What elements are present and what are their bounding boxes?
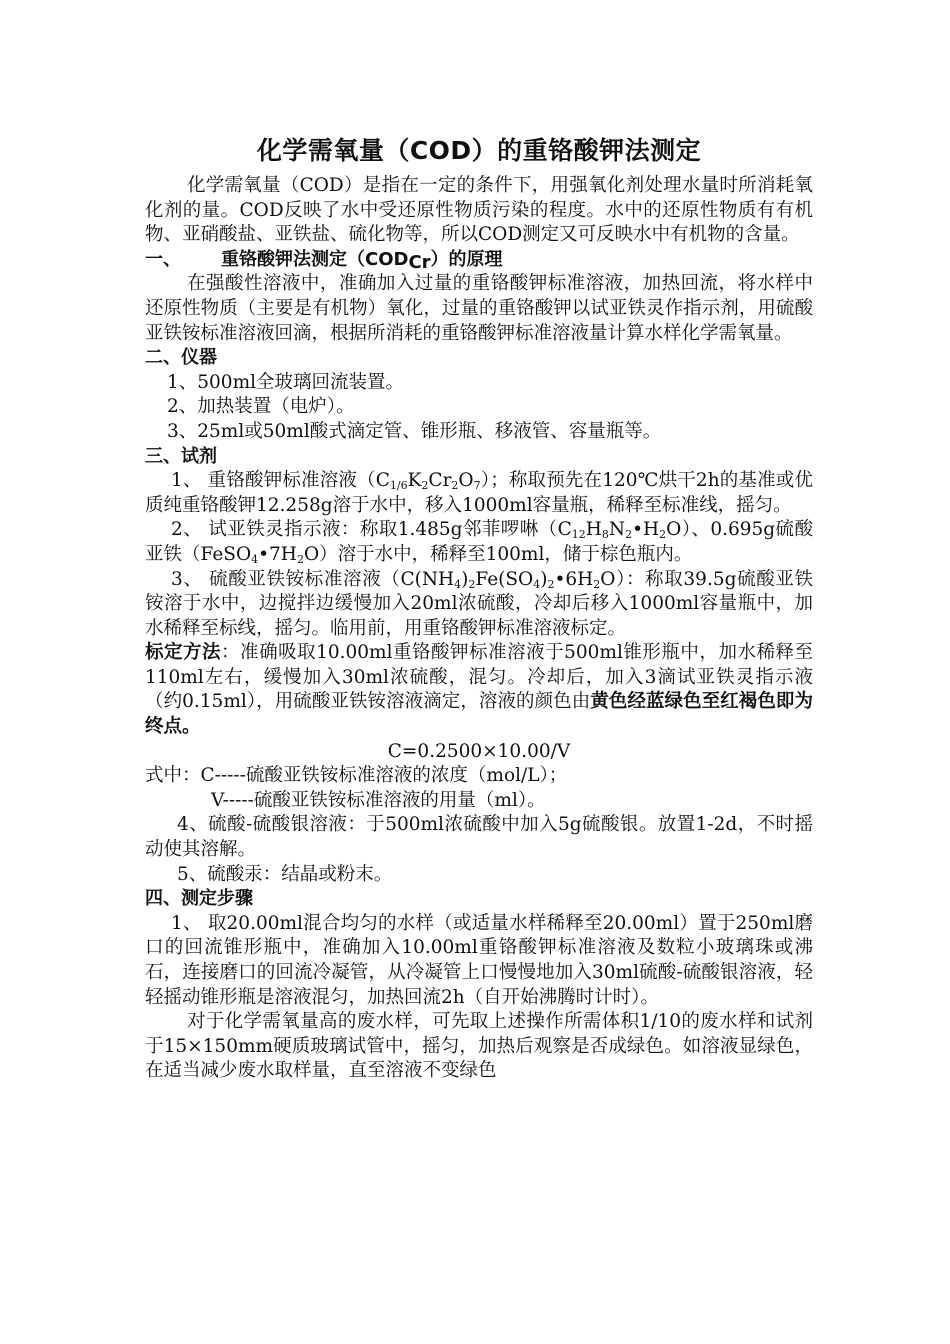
- reagent-1: 1、 重铬酸钾标准溶液$(C_{1/6}K_2Cr_2O_7)$；称取预先在120℃烘干2h的基准或优质纯重铬酸钾12.258g溶于水中，移入1000ml容量瓶，稀释至标准线，摇匀。: [145, 470, 813, 516]
- document-body: [145, 134, 813, 1084]
- section-4-heading: 四、测定步骤: [145, 888, 253, 910]
- section-2-heading: 二、仪器: [145, 347, 217, 369]
- section-1-heading: 一、 重铬酸钾法测定$(COD_{Cr})$的原理: [145, 248, 503, 273]
- instrument-item-1: 1、500ml全玻璃回流装置。: [167, 371, 405, 393]
- calibration-method: 标定方法：准确吸取10.00ml重铬酸钾标准溶液于500ml锥形瓶中，加水稀释至110ml左右，缓慢加入30ml浓硫酸，混匀。冷却后，加入3滴试亚铁灵指示液（约0.15ml），用硫酸亚铁铵溶液滴定，溶液的颜色由黄色经蓝绿色至红褐色即为终点。: [145, 642, 813, 738]
- formula: C=0.2500×10.00/V: [387, 740, 571, 762]
- reagent-2: 2、 试亚铁灵指示液：称取1.485g邻菲啰啉$(C_{12}H_8N_2•H_2O)$、0.695g硫酸亚铁$(FeSO_4•7H_2O)$溶于水中，稀释至100ml，储于棕色瓶内。: [145, 519, 813, 566]
- section-3-heading: 三、试剂: [145, 445, 217, 467]
- document-title: 化学需氧量（COD）的重铬酸钾法测定: [256, 136, 702, 165]
- instrument-item-2: 2、加热装置（电炉）。: [167, 396, 355, 418]
- formula-where-2: V-----硫酸亚铁铵标准溶液的用量（ml）。: [211, 789, 546, 811]
- procedure-step-1: 1、 取20.00ml混合均匀的水样（或适量水样稀释至20.00ml）置于250ml磨口的回流锥形瓶中，准确加入10.00ml重铬酸钾标准溶液及数粒小玻璃珠或沸石，连接磨口的回流冷凝管，从冷凝管上口慢慢地加入30ml硫酸-硫酸银溶液，轻轻摇动锥形瓶是溶液混匀，加热回流2h（自开始沸腾时计时）。: [145, 912, 813, 1008]
- intro-paragraph: 化学需氧量（COD）是指在一定的条件下，用强氧化剂处理水量时所消耗氧化剂的量。COD反映了水中受还原性物质污染的程度。水中的还原性物质有有机物、亚硝酸盐、亚铁盐、硫化物等，所以COD测定又可反映水中有机物的含量。: [145, 175, 813, 246]
- reagent-3: 3、 硫酸亚铁铵标准溶液$(C(NH_4)_2Fe(SO_4)_2•6H_2O)$：称取39.5g硫酸亚铁铵溶于水中，边搅拌边缓慢加入20ml浓硫酸，冷却后移入1000ml容量瓶中，加水稀释至标线，摇匀。临用前，用重铬酸钾标准溶液标定。: [145, 568, 813, 639]
- endpoint-note: 黄色经蓝绿色至红褐色即为终点。: [145, 691, 813, 738]
- instrument-item-3: 3、25ml或50ml酸式滴定管、锥形瓶、移液管、容量瓶等。: [167, 420, 662, 442]
- reagent-5: 5、硫酸汞：结晶或粉末。: [177, 863, 393, 885]
- section-1-body: 在强酸性溶液中，准确加入过量的重铬酸钾标准溶液，加热回流，将水样中还原性物质（主要是有机物）氧化，过量的重铬酸钾以试亚铁灵作指示剂，用硫酸亚铁铵标准溶液回滴，根据所消耗的重铬酸钾标准溶液量计算水样化学需氧量。: [145, 273, 813, 344]
- calibration-label: 标定方法: [145, 642, 222, 664]
- procedure-note: 对于化学需氧量高的废水样，可先取上述操作所需体积1/10的废水样和试剂于15×150mm硬质玻璃试管中，摇匀，加热后观察是否成绿色。如溶液显绿色，在适当减少废水取样量，直至溶液不变绿色: [145, 1011, 813, 1082]
- reagent-4: 4、硫酸-硫酸银溶液：于500ml浓硫酸中加入5g硫酸银。放置1-2d，不时摇动使其溶解。: [145, 814, 813, 861]
- formula-where-1: 式中：C-----硫酸亚铁铵标准溶液的浓度（mol/L）；: [145, 765, 568, 787]
